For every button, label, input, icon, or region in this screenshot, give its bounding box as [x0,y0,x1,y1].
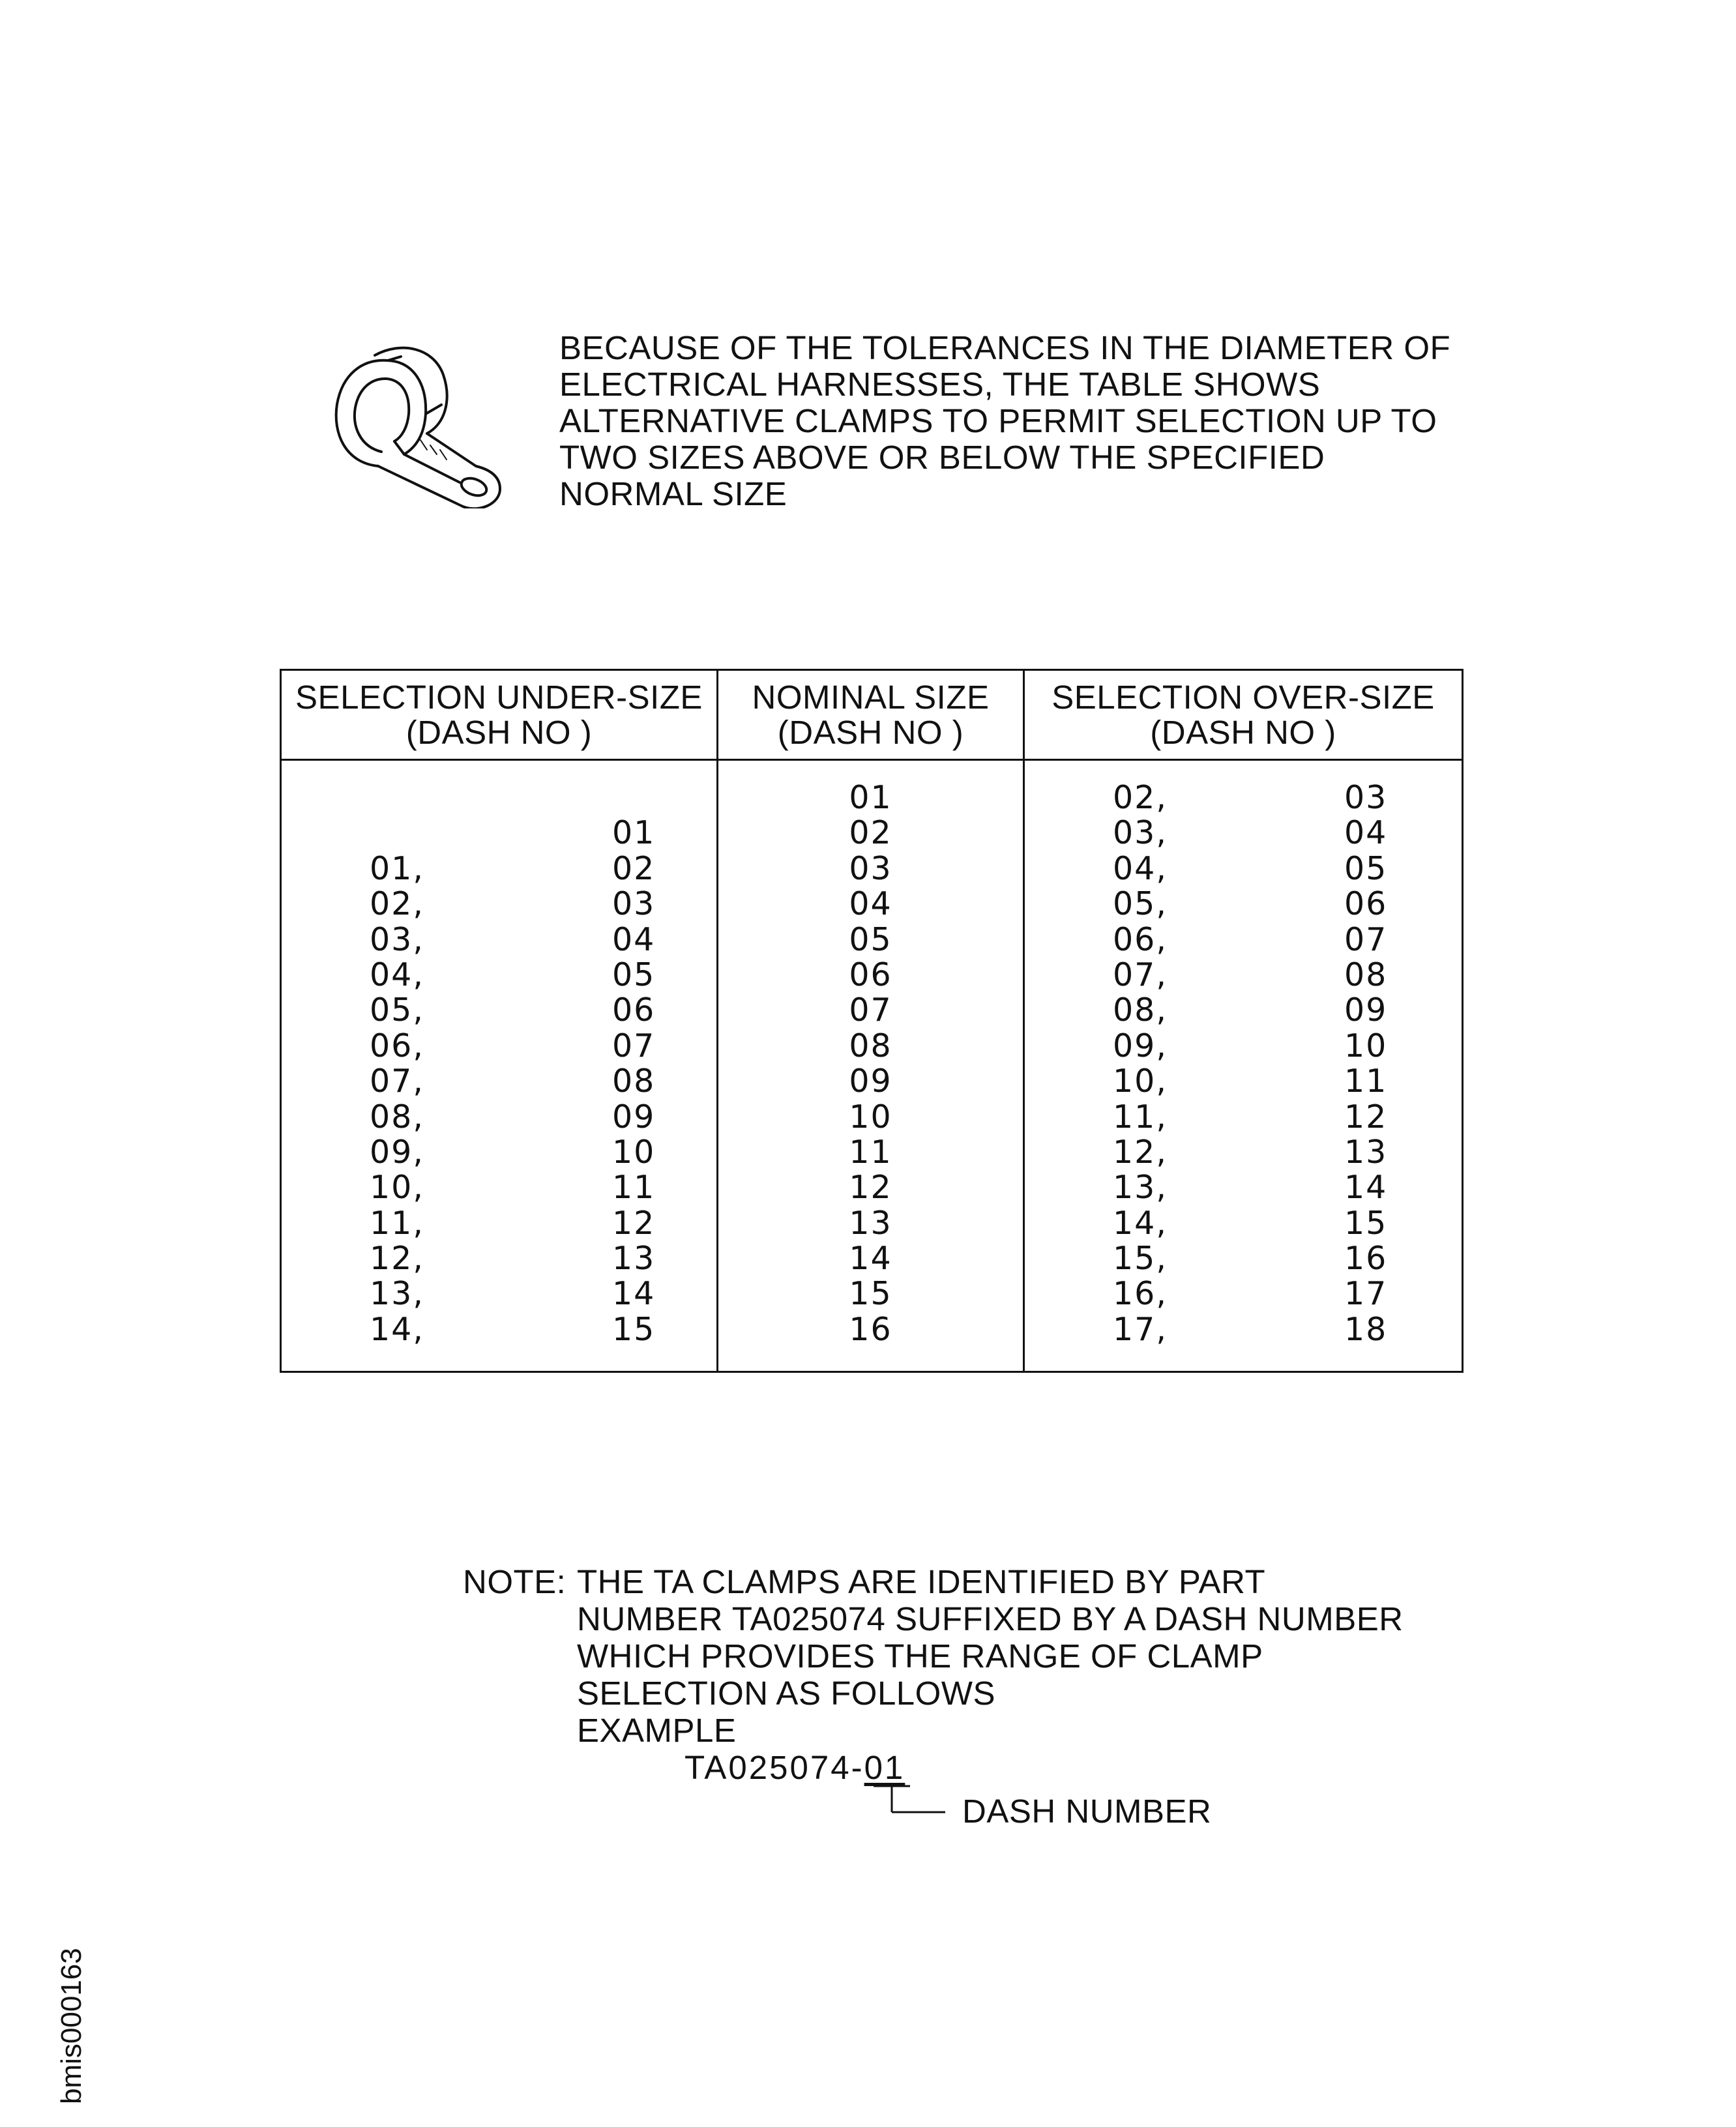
nominal-value: 16 [849,1310,892,1348]
intro-line: ALTERNATIVE CLAMPS TO PERMIT SELECTION UP TO [559,402,1437,439]
table-row [282,1312,716,1347]
dash-no-value: 03, [1113,814,1168,852]
p-clamp-icon [329,342,505,508]
dash-no-value: 04 [612,920,656,958]
dash-no-value: 08 [612,1063,656,1100]
table-row [1025,1206,1462,1241]
dash-no-value: 13 [612,1240,656,1278]
dash-no-value: 07 [612,1027,656,1064]
nominal-value: 15 [849,1275,892,1313]
dash-no-value: 05, [370,991,424,1029]
dash-no-value: 12 [612,1204,656,1242]
dash-no-value: 05 [1344,849,1388,887]
dash-no-value: 06, [370,1027,424,1064]
table-row [1025,1170,1462,1205]
nominal-value: 04 [849,885,892,923]
note-line: WHICH PROVIDES THE RANGE OF CLAMP [577,1637,1263,1675]
dash-no-value: 05 [612,956,656,993]
table-row [1025,1241,1462,1276]
dash-no-value: 09, [1113,1027,1168,1064]
nominal-value: 05 [849,920,892,958]
table-row [282,1135,716,1170]
dash-no-value: 13, [1113,1169,1168,1207]
header-line: (DASH NO ) [405,713,593,751]
intro-line: NORMAL SIZE [559,475,787,512]
dash-no-value [282,780,588,815]
dash-no-value: 02 [612,849,656,887]
table-row [282,887,716,922]
dash-no-value: 03 [1344,779,1388,816]
dash-no-value: 17 [1344,1275,1388,1313]
dash-no-value: 08, [1113,991,1168,1029]
table-row [1025,1100,1462,1135]
nominal-size-column [718,760,1024,1372]
header-line: NOMINAL SIZE [752,678,990,716]
table-row [282,1206,716,1241]
nominal-value: 11 [849,1133,892,1171]
nominal-size-values [718,780,1023,1347]
table-row [1025,851,1462,887]
dash-no-value: 09 [612,1098,656,1136]
over-size-values [1025,780,1462,1347]
intro-line: BECAUSE OF THE TOLERANCES IN THE DIAMETER OF [559,329,1451,366]
nominal-value: 10 [849,1098,892,1136]
table-row [282,1170,716,1205]
dash-no-value: 11, [370,1204,424,1242]
dash-no-value: 03 [612,885,656,923]
dash-no-value: 11 [612,1169,656,1207]
table-row [282,1029,716,1064]
table-row [1025,922,1462,958]
note-line: SELECTION AS FOLLOWS [577,1675,995,1712]
dash-no-value: 15 [1344,1204,1388,1242]
dash-no-value: 14 [612,1275,656,1313]
dash-no-value [282,815,588,851]
table-row [1025,1312,1462,1347]
dash-no-value: 14 [1344,1169,1388,1207]
dash-no-value: 16, [1113,1275,1168,1313]
nominal-value: 02 [849,814,892,852]
dash-no-value: 02, [370,885,424,923]
dash-no-value: 13 [1344,1133,1388,1171]
dash-no-value: 11 [1344,1063,1388,1100]
header-line: SELECTION UNDER-SIZE [295,678,703,716]
example-part-number [684,1749,905,1786]
dash-no-value: 10, [370,1169,424,1207]
intro-paragraph [559,330,1485,512]
document-id: bmis000163 [55,1948,87,2104]
nominal-value: 13 [849,1204,892,1242]
table-body-row [281,760,1463,1372]
nominal-value: 09 [849,1063,892,1100]
nominal-value: 03 [849,849,892,887]
nominal-value: 08 [849,1027,892,1064]
dash-no-value: 15, [1113,1240,1168,1278]
dash-no-value: 16 [1344,1240,1388,1278]
dash-no-value: 01, [370,849,424,887]
dash-no-value: 04, [1113,849,1168,887]
note-line: NUMBER TA025074 SUFFIXED BY A DASH NUMBER [577,1600,1404,1637]
dash-no-value: 03, [370,920,424,958]
dash-no-value: 12, [370,1240,424,1278]
table-row [282,851,716,887]
table-header-row [281,670,1463,760]
table-row [1025,1029,1462,1064]
table-row [1025,780,1462,815]
dash-no-value: 11, [1113,1098,1168,1136]
dash-no-value: 18 [1344,1310,1388,1348]
header-over-size [1024,670,1463,760]
table-row [282,1241,716,1276]
dash-no-value: 09, [370,1133,424,1171]
table-row [282,958,716,993]
table-row [1025,1276,1462,1312]
dash-no-value [588,780,690,815]
table-row [282,1100,716,1135]
note-label: NOTE: [463,1563,566,1600]
nominal-value: 12 [849,1169,892,1207]
intro-line: TWO SIZES ABOVE OR BELOW THE SPECIFIED [559,439,1325,476]
dash-number-leader-line [874,1785,945,1824]
header-line: (DASH NO ) [1150,713,1336,751]
dash-no-value: 08, [370,1098,424,1136]
nominal-value: 06 [849,956,892,993]
dash-no-value: 04, [370,956,424,993]
table-row [282,1276,716,1312]
clamp-selection-table [280,669,1464,1373]
under-size-column [281,760,718,1372]
dash-no-value: 10 [612,1133,656,1171]
header-line: (DASH NO ) [777,713,964,751]
table-row [1025,815,1462,851]
dash-no-value: 09 [1344,991,1388,1029]
header-nominal-size [718,670,1024,760]
table-row [1025,958,1462,993]
header-line: SELECTION OVER-SIZE [1052,678,1435,716]
table-row [282,815,716,851]
dash-no-value: 06, [1113,920,1168,958]
dash-no-value: 14, [370,1310,424,1348]
dash-number-label: DASH NUMBER [962,1793,1212,1830]
dash-no-value: 10 [1344,1027,1388,1064]
note-body [577,1563,1424,1749]
table-row [1025,1135,1462,1170]
nominal-value: 14 [849,1240,892,1278]
nominal-value: 07 [849,991,892,1029]
over-size-column [1024,760,1463,1372]
dash-no-value: 10, [1113,1063,1168,1100]
dash-no-value: 02, [1113,779,1168,816]
dash-no-value: 15 [612,1310,656,1348]
table-row [282,993,716,1028]
table-row [282,1064,716,1099]
dash-no-value: 07, [370,1063,424,1100]
dash-no-value: 06 [612,991,656,1029]
example-base: TA025074- [684,1749,864,1786]
table-row [1025,887,1462,922]
note-line: EXAMPLE [577,1712,737,1749]
nominal-value: 01 [849,779,892,816]
dash-no-value: 12 [1344,1098,1388,1136]
intro-line: ELECTRICAL HARNESSES, THE TABLE SHOWS [559,366,1321,403]
under-size-values [282,780,716,1347]
dash-no-value: 08 [1344,956,1388,993]
dash-no-value: 05, [1113,885,1168,923]
dash-no-value: 07, [1113,956,1168,993]
dash-no-value: 07 [1344,920,1388,958]
example-dash: 01 [864,1749,905,1786]
dash-no-value: 17, [1113,1310,1168,1348]
dash-no-value: 06 [1344,885,1388,923]
table-row [282,922,716,958]
header-under-size [281,670,718,760]
dash-no-value: 12, [1113,1133,1168,1171]
table-row [282,780,716,815]
dash-no-value: 04 [1344,814,1388,852]
dash-no-value: 01 [612,814,656,852]
table-row [1025,1064,1462,1099]
table-row [1025,993,1462,1028]
dash-no-value: 13, [370,1275,424,1313]
note-line: THE TA CLAMPS ARE IDENTIFIED BY PART [577,1563,1266,1600]
dash-no-value: 14, [1113,1204,1168,1242]
